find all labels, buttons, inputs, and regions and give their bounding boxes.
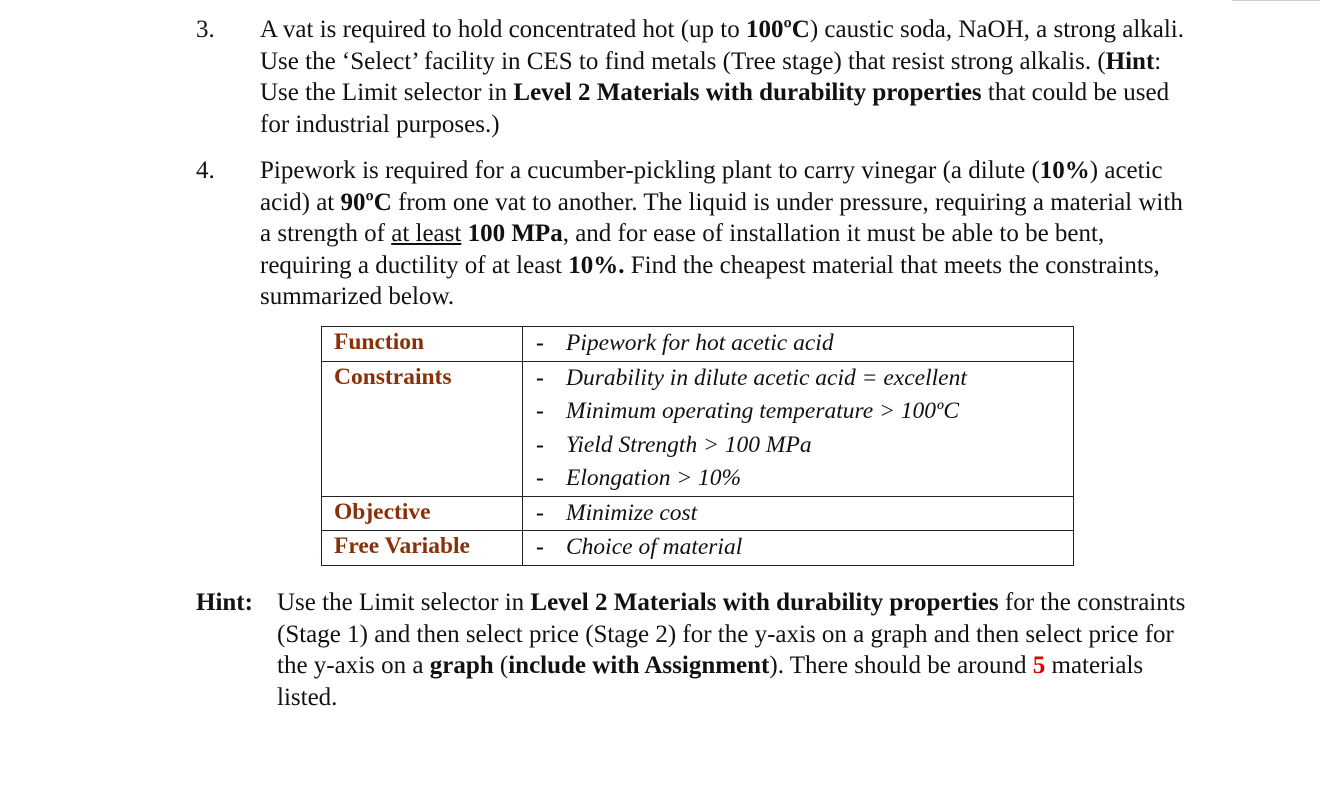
text-run: , and for ease of installation it must be able to be bent, requiring a ductility of at least xyxy=(260,220,1105,279)
function-label: Function xyxy=(322,327,523,362)
constraints-values xyxy=(523,361,1074,496)
table-row-free-variable xyxy=(322,531,1074,566)
text-run: Level 2 Materials with durability properties xyxy=(530,589,999,616)
text-run: 100ºC xyxy=(746,16,810,43)
objective-values xyxy=(523,496,1074,531)
text-run: graph xyxy=(429,652,494,679)
constraints-table xyxy=(321,326,1074,566)
text-run: 5 xyxy=(1032,652,1046,679)
table-list-item: - Minimize cost xyxy=(533,497,1073,531)
hint-text xyxy=(277,589,1185,711)
table-list-item: - Durability in dilute acetic acid = excellent xyxy=(533,362,1073,396)
text-run: 10% xyxy=(1039,157,1090,184)
text-run: at least xyxy=(391,220,462,247)
table-row-objective xyxy=(322,496,1074,531)
hint-body xyxy=(196,587,1196,713)
free-variable-label: Free Variable xyxy=(322,531,523,566)
table-list-item: - Elongation > 10% xyxy=(533,462,1073,496)
text-run: Pipework is required for a cucumber-pickling plant to carry vinegar (a dilute ( xyxy=(260,157,1040,184)
text-run: : Use the Limit selector in xyxy=(260,47,1162,106)
text-run: include with Assignment xyxy=(508,652,770,679)
text-run: ( xyxy=(493,652,509,679)
text-run: ) caustic soda, NaOH, a strong alkali. Use the ‘Select’ facility in CES to find metals (Tree stage) that resist strong alkalis. ( xyxy=(260,16,1185,75)
hint-paragraph xyxy=(196,587,1196,713)
objective-label: Objective xyxy=(322,496,523,531)
table-list-item: - Minimum operating temperature > 100ºC xyxy=(533,395,1073,429)
text-run: materials listed. xyxy=(277,652,1144,711)
text-run: A vat is required to hold concentrated hot (up to xyxy=(260,16,746,43)
table-row-constraints xyxy=(322,361,1074,496)
text-run: Level 2 Materials with durability properties xyxy=(513,79,982,106)
table-list-item: - Pipework for hot acetic acid xyxy=(533,327,1073,361)
table-row-function xyxy=(322,327,1074,362)
question-4-text xyxy=(260,155,1200,313)
function-values xyxy=(523,327,1074,362)
question-3-text xyxy=(260,14,1200,140)
question-4-number: 4. xyxy=(196,157,215,184)
text-run: 10%. xyxy=(568,251,625,279)
table-list-item: - Yield Strength > 100 MPa xyxy=(533,429,1073,463)
text-run: that could be used for industrial purposes.) xyxy=(260,79,1170,138)
free-variable-values xyxy=(523,531,1074,566)
text-run: 100 MPa xyxy=(467,220,563,247)
text-run: ). There should be around xyxy=(769,652,1033,679)
page-edge-line xyxy=(1232,0,1320,1)
table-list-item: - Choice of material xyxy=(533,531,1073,565)
hint-label: Hint: xyxy=(196,589,253,616)
constraints-label: Constraints xyxy=(322,361,523,496)
text-run: Use the Limit selector in xyxy=(277,589,531,616)
text-run: for the constraints (Stage 1) and then select price (Stage 2) for the y-axis on a graph and then select price for the y-axis on a xyxy=(277,589,1186,679)
text-run: Find the cheapest material that meets the constraints, summarized below. xyxy=(260,251,1160,310)
text-run: from one vat to another. The liquid is under pressure, requiring a material with a strength of xyxy=(260,188,1183,247)
text-run: Hint xyxy=(1105,47,1155,75)
text-run: ) acetic acid) at xyxy=(260,157,1163,216)
text-run: 90ºC xyxy=(340,188,392,216)
question-3-number: 3. xyxy=(196,16,215,43)
